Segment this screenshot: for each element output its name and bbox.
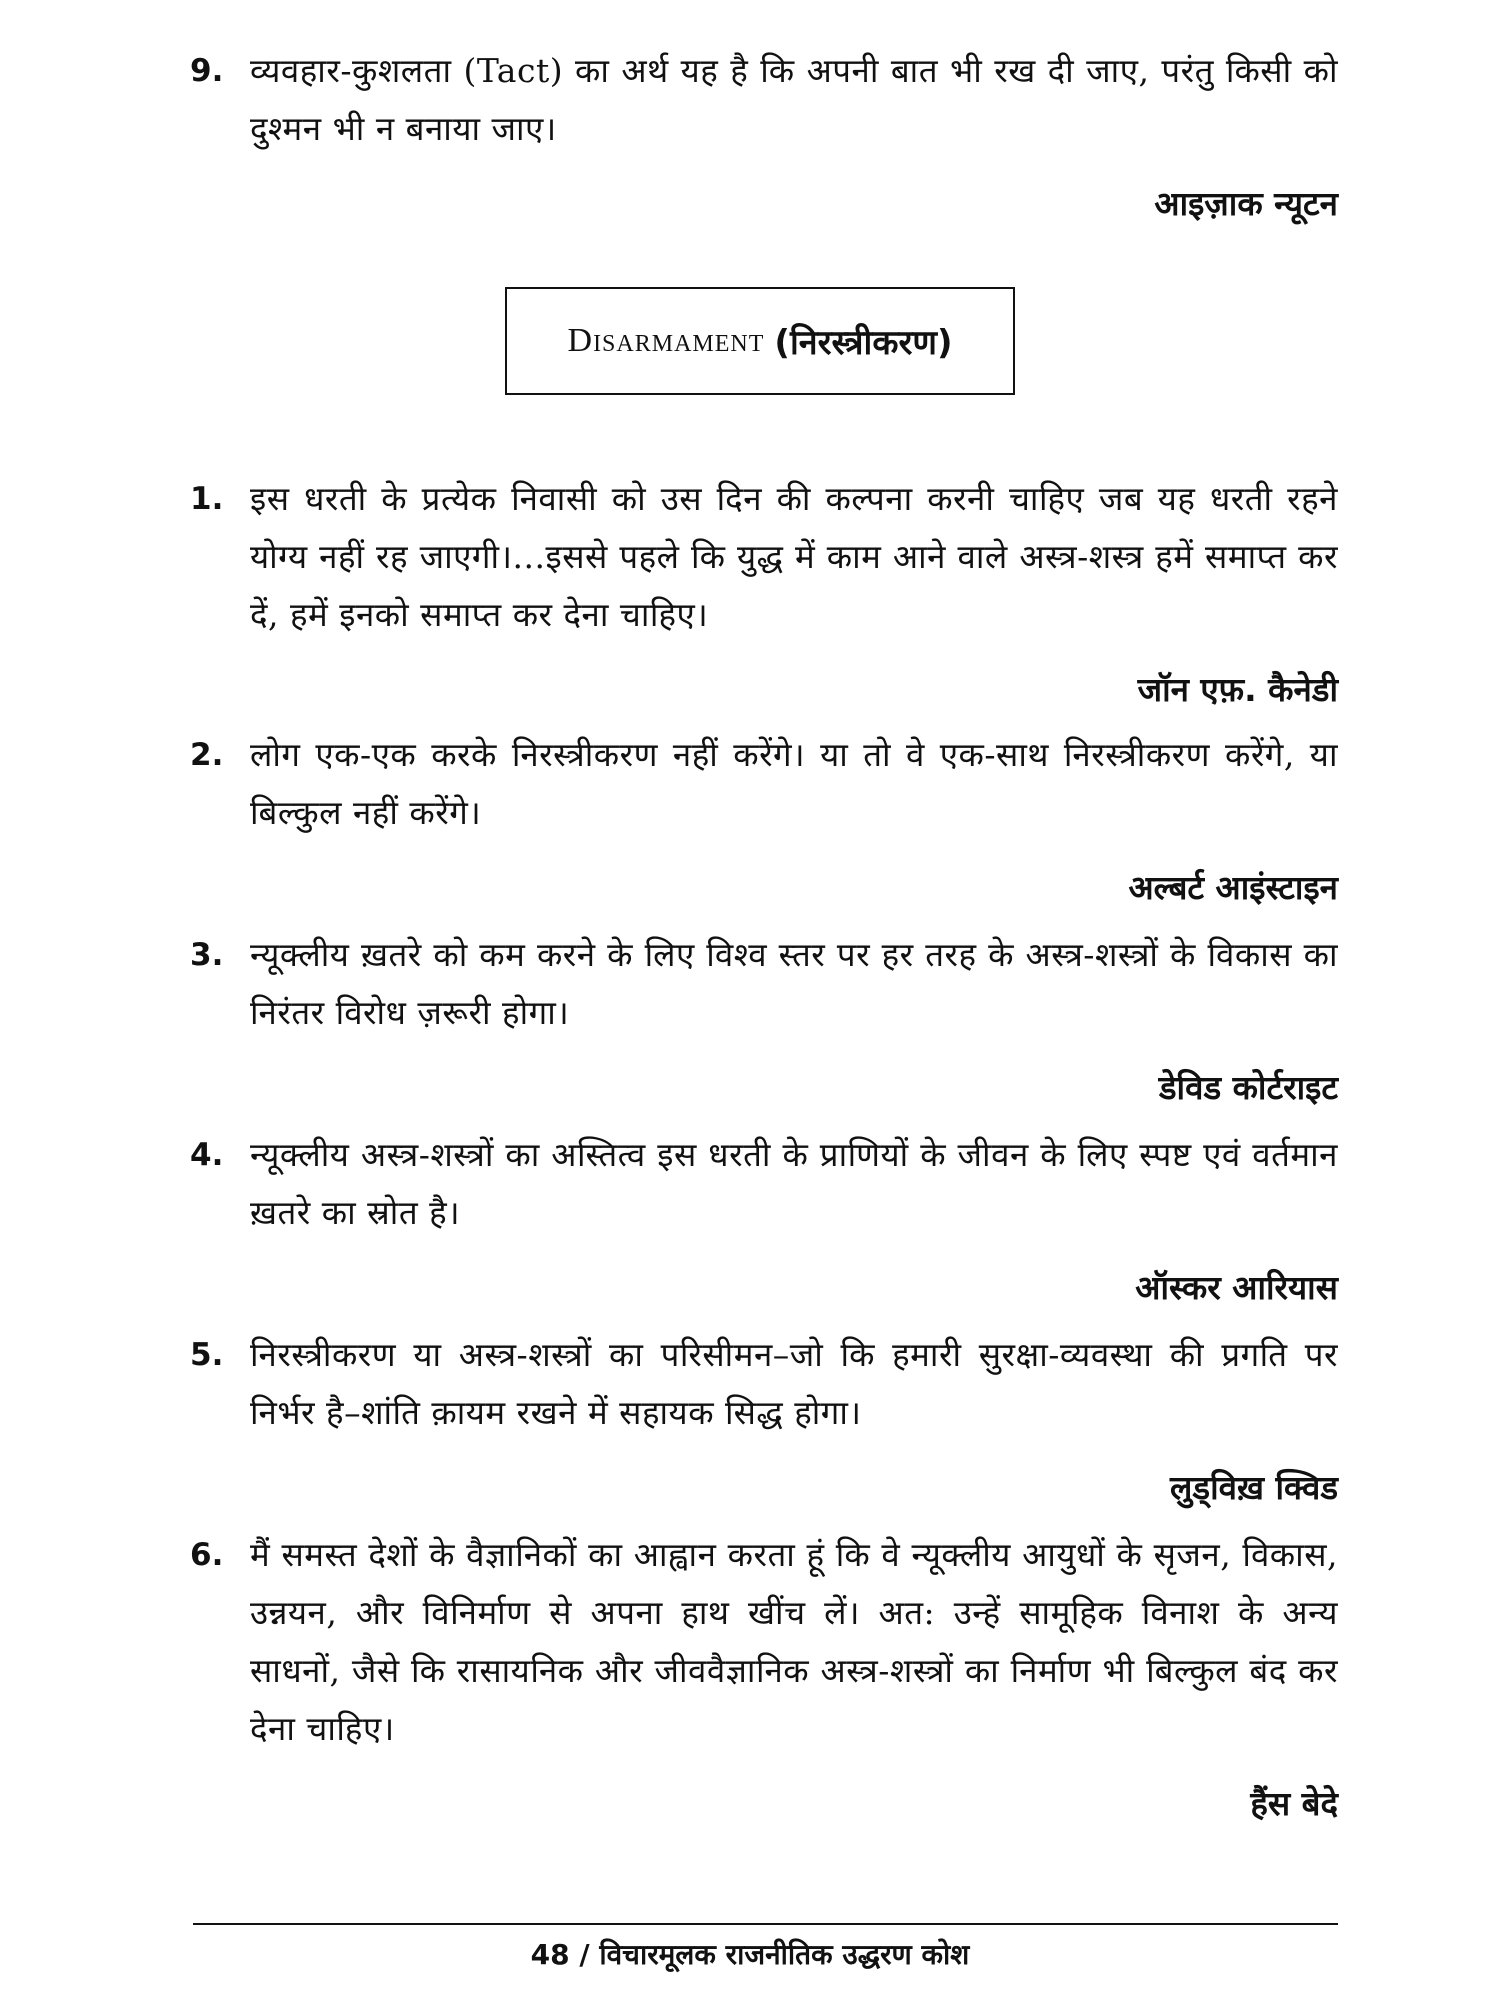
section-heading [505,287,1015,395]
quote-author: ऑस्कर आरियास [1135,1268,1338,1307]
quote-number: 6. [190,1537,224,1573]
quote-number: 2. [190,737,224,773]
quote-item [190,726,1338,910]
quote-text: न्यूक्लीय अस्त्र-शस्त्रों का अस्तित्व इस धरती के प्राणियों के जीवन के लिए स्पष्ट एवं वर्तमान ख़तरे का स्रोत है। [250,1135,1338,1232]
quote-author: लुड्विख़ क्विड [1170,1468,1338,1507]
quote-item [190,42,1338,226]
quote-text: लोग एक-एक करके निरस्त्रीकरण नहीं करेंगे। या तो वे एक-साथ निरस्त्रीकरण करेंगे, या बिल्कुल नहीं करेंगे। [250,735,1338,832]
quote-text: मैं समस्त देशों के वैज्ञानिकों का आह्वान करता हूं कि वे न्यूक्लीय आयुधों के सृजन, विकास, उन्नयन, और विनिर्माण से अपना हाथ खींच लें। अत: उन्हें सामूहिक विनाश के अन्य साधनों, जैसे कि रासायनिक और जीववैज्ञानिक अस्त्र-शस्त्रों का निर्माण भी बिल्कुल बंद कर देना चाहिए। [250,1535,1338,1748]
quote-item [190,1126,1338,1310]
quote-author: हैंस बेदे [1250,1784,1338,1823]
quote-number: 9. [190,53,224,89]
quote-author: जॉन एफ़. कैनेडी [1137,670,1338,709]
quote-author: आइज़ाक न्यूटन [1154,184,1338,223]
section-title-english: Disarmament [567,322,765,359]
quote-number: 4. [190,1137,224,1173]
quote-number: 1. [190,481,224,517]
quote-text: व्यवहार-कुशलता (Tact) का अर्थ यह है कि अपनी बात भी रख दी जाए, परंतु किसी को दुश्मन भी न बनाया जाए। [250,51,1338,148]
quote-author: डेविड कोर्टराइट [1158,1068,1338,1107]
quote-author: अल्बर्ट आइंस्टाइन [1128,868,1338,907]
quote-item [190,1326,1338,1510]
section-title-hindi: (निरस्त्रीकरण) [774,323,953,363]
quote-number: 5. [190,1337,224,1373]
quote-number: 3. [190,937,224,973]
page-footer: 48 / विचारमूलक राजनीतिक उद्धरण कोश [530,1938,970,1971]
quote-item [190,926,1338,1110]
footer-divider [193,1923,1338,1925]
quote-item [190,1526,1338,1826]
quote-text: न्यूक्लीय ख़तरे को कम करने के लिए विश्व स्तर पर हर तरह के अस्त्र-शस्त्रों के विकास का निरंतर विरोध ज़रूरी होगा। [250,935,1338,1032]
quote-item [190,470,1338,712]
quote-text: इस धरती के प्रत्येक निवासी को उस दिन की कल्पना करनी चाहिए जब यह धरती रहने योग्य नहीं रह जाएगी।...इससे पहले कि युद्ध में काम आने वाले अस्त्र-शस्त्र हमें समाप्त कर दें, हमें इनको समाप्त कर देना चाहिए। [250,479,1338,634]
quote-text: निरस्त्रीकरण या अस्त्र-शस्त्रों का परिसीमन–जो कि हमारी सुरक्षा-व्यवस्था की प्रगति पर निर्भर है–शांति क़ायम रखने में सहायक सिद्ध होगा। [250,1335,1338,1432]
